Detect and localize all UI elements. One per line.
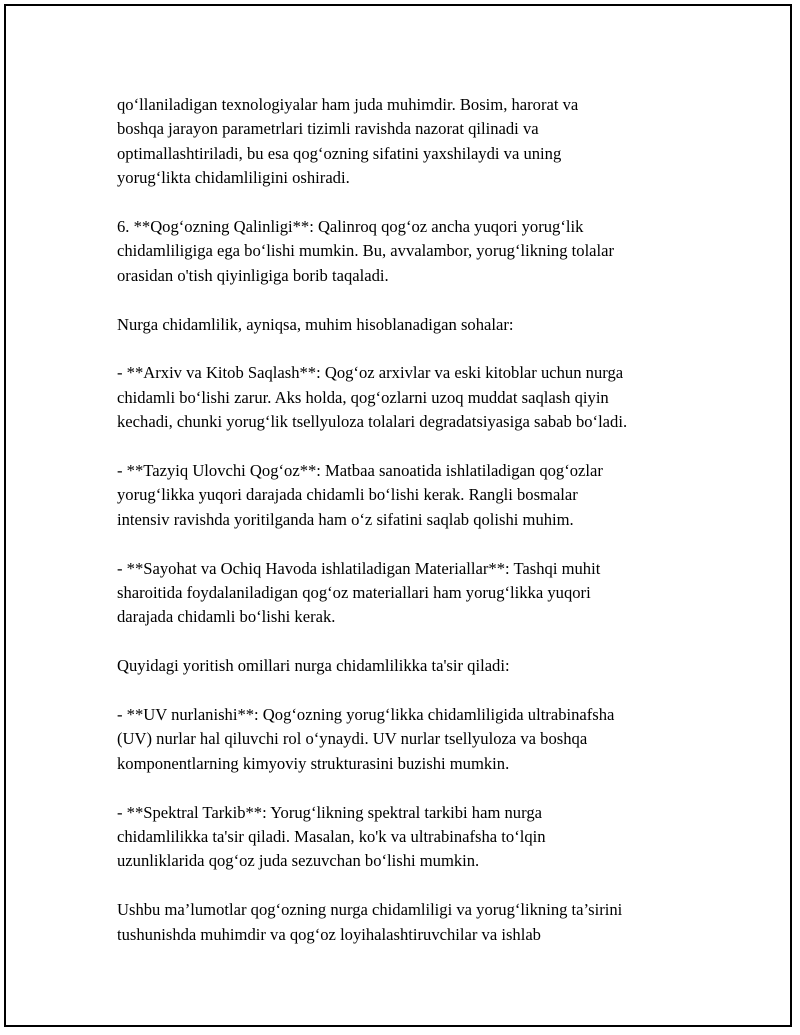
paragraph-outdoor-materials: - **Sayohat va Ochiq Havoda ishlatiladigan Materiallar**: Tashqi muhit sharoitida foydalaniladigan qog‘oz materiallari ham yorug‘likka yuqori darajada chidamli bo‘lishi kerak. [117, 558, 601, 627]
paragraph-uv-radiation: - **UV nurlanishi**: Qog‘ozning yorug‘likka chidamliligida ultrabinafsha (UV) nurlar hal qiluvchi rol o‘ynaydi. UV nurlar tsellyuloza va boshqa komponentlarning kimyoviy strukturasini buzishi mumkin. [117, 705, 615, 773]
paragraph-lighting-factors-heading: Quyidagi yoritish omillari nurga chidamlilikka ta'sir qiladi: [117, 656, 510, 676]
paragraph-conclusion: Ushbu ma’lumotlar qog‘ozning nurga chidamliligi va yorug‘likning ta’sirini tushunishda muhimdir va qog‘oz loyihalashtiruvchilar va ishlab [117, 900, 623, 944]
paragraph-technology-intro: qo‘llaniladigan texnologiyalar ham juda muhimdir. Bosim, harorat va boshqa jarayon parametrlari tizimli ravishda nazorat qilinadi va optimallashtiriladi, bu esa qog‘ozning sifatini yaxshilaydi va uning yorug‘likta chidamliligini oshiradi. [117, 95, 579, 188]
paragraph-archive-storage: - **Arxiv va Kitob Saqlash**: Qog‘oz arxivlar va eski kitoblar uchun nurga chidamli bo‘lishi zarur. Aks holda, qog‘ozlarni uzoq muddat saqlash qiyin kechadi, chunki yorug‘lik tsellyuloza tolalari degradatsiyasiga sabab bo‘ladi. [117, 363, 628, 432]
paragraph-paper-thickness: 6. **Qog‘ozning Qalinligi**: Qalinroq qog‘oz ancha yuqori yorug‘lik chidamliligiga ega bo‘lishi mumkin. Bu, avvalambor, yorug‘likning tolalar orasidan o'tish qiyinligiga borib taqaladi. [117, 217, 615, 285]
document-body [117, 93, 702, 947]
paragraph-important-areas-heading: Nurga chidamlilik, ayniqsa, muhim hisoblanadigan sohalar: [117, 314, 514, 334]
paragraph-printing-paper: - **Tazyiq Ulovchi Qog‘oz**: Matbaa sanoatida ishlatiladigan qog‘ozlar yorug‘likka yuqori darajada chidamli bo‘lishi kerak. Rangli bosmalar intensiv ravishda yoritilganda ham o‘z sifatini saqlab qolishi muhim. [117, 461, 603, 529]
paragraph-spectral-composition: - **Spektral Tarkib**: Yorug‘likning spektral tarkibi ham nurga chidamlilikka ta'sir qiladi. Masalan, ko'k va ultrabinafsha to‘lqin uzunliklarida qog‘oz juda sezuvchan bo‘lishi mumkin. [117, 802, 546, 871]
